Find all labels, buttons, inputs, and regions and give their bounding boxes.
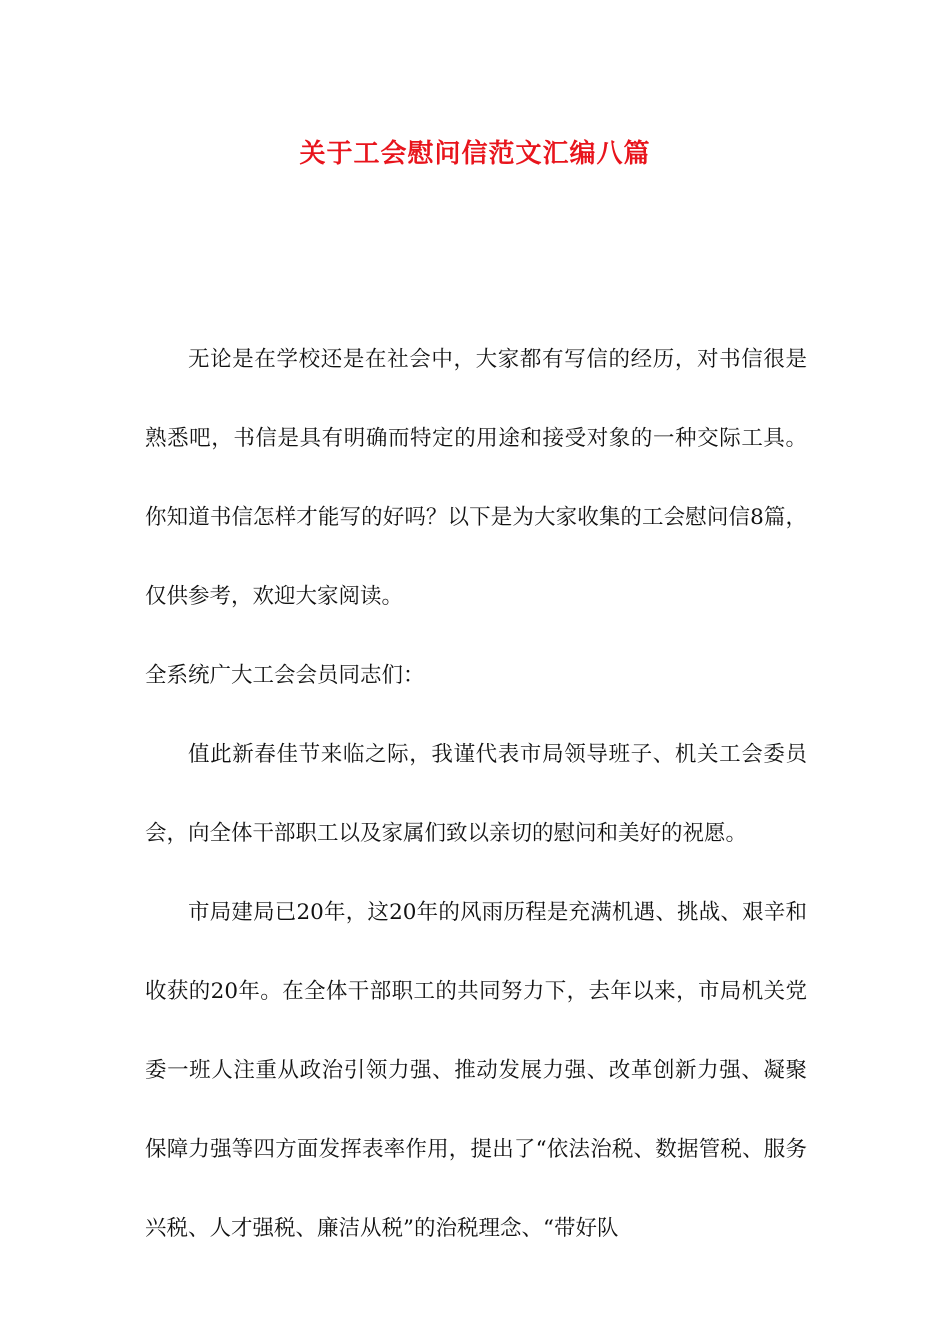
paragraph-salutation: 全系统广大工会会员同志们： — [145, 663, 425, 688]
paragraph-greeting: 值此新春佳节来临之际，我谨代表市局领导班子、机关工会委员会，向全体干部职工以及家属们致以亲切的慰问和美好的祝愿。 — [145, 742, 807, 846]
paragraph-intro: 无论是在学校还是在社会中，大家都有写信的经历，对书信很是熟悉吧，书信是具有明确而特定的用途和接受对象的一种交际工具。你知道书信怎样才能写的好吗？以下是为大家收集的工会慰问信8篇，仅供参考，欢迎大家阅读。 — [145, 347, 807, 609]
document-body — [145, 320, 807, 1268]
paragraph-history: 市局建局已20年，这20年的风雨历程是充满机遇、挑战、艰辛和收获的20年。在全体干部职工的共同努力下，去年以来，市局机关党委一班人注重从政治引领力强、推动发展力强、改革创新力强、凝聚保障力强等四方面发挥表率作用，提出了“依法治税、数据管税、服务兴税、人才强税、廉洁从税”的治税理念、“带好队 — [145, 900, 807, 1241]
document-title: 关于工会慰问信范文汇编八篇 — [299, 139, 651, 169]
